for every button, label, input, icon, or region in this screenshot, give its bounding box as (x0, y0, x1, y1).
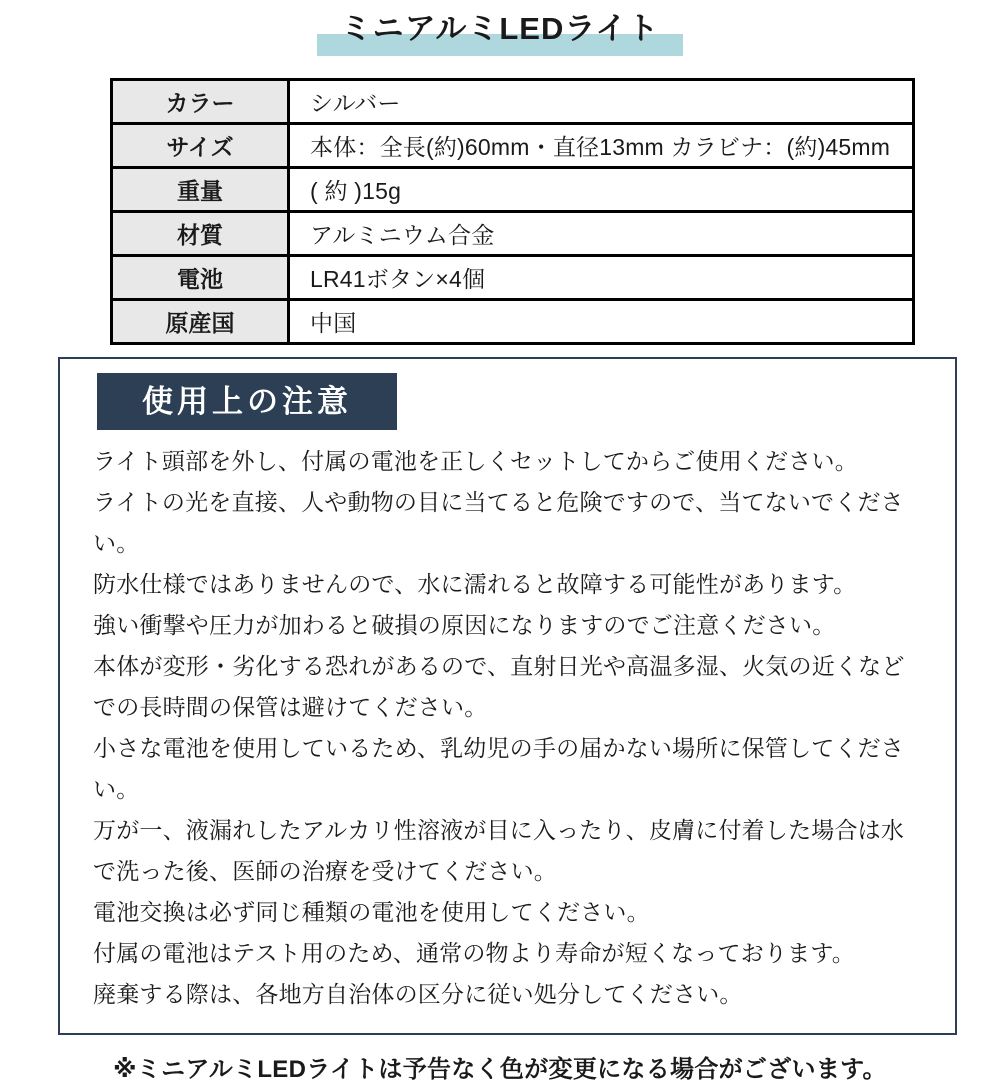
spec-table (110, 78, 915, 345)
spec-value-origin: 中国 (289, 300, 914, 344)
color-change-footnote: ※ミニアルミLEDライトは予告なく色が変更になる場合がございます。 (113, 1056, 887, 1083)
table-row (112, 124, 914, 168)
spec-label-color: カラー (112, 80, 289, 124)
spec-label-origin: 原産国 (112, 300, 289, 344)
spec-value-battery: LR41ボタン×4個 (289, 256, 914, 300)
spec-value-color: シルバー (289, 80, 914, 124)
precautions-box (58, 357, 957, 1035)
spec-value-size: 本体：全長(約)60mm・直径13mm カラビナ：(約)45mm (289, 124, 914, 168)
precaution-item: 小さな電池を使用しているため、乳幼児の手の届かない場所に保管してください。 (93, 735, 905, 802)
spec-label-size: サイズ (112, 124, 289, 168)
page-title-wrap (0, 0, 1000, 60)
spec-value-weight: ( 約 )15g (289, 168, 914, 212)
precaution-item: 電池交換は必ず同じ種類の電池を使用してください。 (93, 899, 650, 925)
precautions-list (93, 441, 925, 1015)
table-row (112, 168, 914, 212)
spec-label-weight: 重量 (112, 168, 289, 212)
precaution-item: 廃棄する際は、各地方自治体の区分に従い処分してください。 (93, 981, 743, 1007)
precaution-item: 本体が変形・劣化する恐れがあるので、直射日光や高温多湿、火気の近くなどでの長時間の保管は避けてください。 (93, 653, 905, 720)
spec-label-material: 材質 (112, 212, 289, 256)
precaution-item: 強い衝撃や圧力が加わると破損の原因になりますのでご注意ください。 (93, 612, 836, 638)
spec-value-material: アルミニウム合金 (289, 212, 914, 256)
table-row (112, 256, 914, 300)
table-row (112, 80, 914, 124)
precaution-item: 防水仕様ではありませんので、水に濡れると故障する可能性があります。 (93, 571, 857, 597)
precaution-item: ライトの光を直接、人や動物の目に当てると危険ですので、当てないでください。 (93, 489, 904, 556)
precaution-item: 付属の電池はテスト用のため、通常の物より寿命が短くなっております。 (93, 940, 855, 966)
table-row (112, 300, 914, 344)
spec-label-battery: 電池 (112, 256, 289, 300)
precaution-item: 万が一、液漏れしたアルカリ性溶液が目に入ったり、皮膚に付着した場合は水で洗った後、医師の治療を受けてください。 (93, 817, 905, 884)
table-row (112, 212, 914, 256)
precautions-heading: 使用上の注意 (97, 373, 397, 430)
precaution-item: ライト頭部を外し、付属の電池を正しくセットしてからご使用ください。 (93, 448, 858, 474)
page-title: ミニアルミLEDライト (317, 10, 684, 56)
